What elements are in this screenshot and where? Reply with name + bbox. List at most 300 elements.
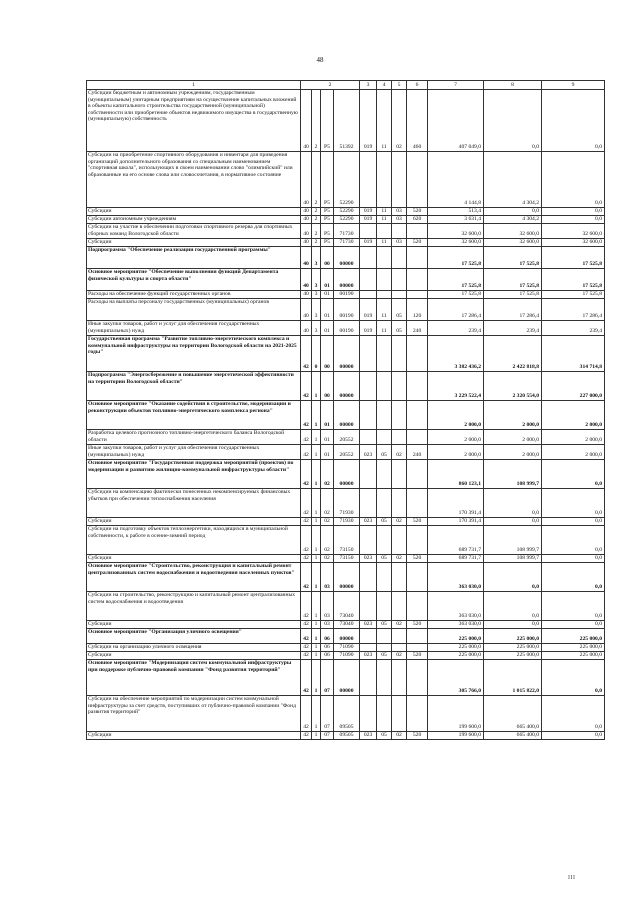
- amount-cell: 0,0: [542, 518, 605, 526]
- amount-cell: 0,0: [542, 592, 605, 621]
- code-cell: 02: [392, 518, 407, 526]
- row-description: Подпрограмма "Обеспечение реализации государственной программы": [87, 247, 301, 269]
- table-row: [87, 321, 605, 336]
- code-cell: 42: [301, 732, 312, 740]
- row-description: Государственная программа "Развитие топливно-энергетического комплекса и коммунальной инфраструктуры на территории Вологодской области на 2021-2025 годы": [87, 336, 301, 372]
- code-cell: [360, 526, 377, 555]
- amount-cell: 2 000,0: [484, 430, 542, 445]
- code-cell: [360, 336, 377, 372]
- code-cell: 42: [301, 629, 312, 644]
- code-cell: 1: [312, 660, 321, 696]
- code-cell: [377, 152, 392, 208]
- code-cell: [377, 644, 392, 652]
- amount-cell: 225 000,0: [542, 629, 605, 644]
- row-description: Основное мероприятие "Оказание содействия в строительстве, модернизации и реконструкции объектов топливно-энергетического комплекса региона": [87, 401, 301, 430]
- code-cell: 42: [301, 563, 312, 592]
- code-cell: 42: [301, 555, 312, 563]
- code-cell: 05: [392, 299, 407, 321]
- row-description: Иные закупки товаров, работ и услуг для обеспечения государственных (муниципальных) нужд: [87, 321, 301, 336]
- table-row: [87, 445, 605, 460]
- code-cell: 73040: [334, 621, 360, 629]
- amount-cell: 4 144,8: [428, 152, 484, 208]
- row-description: Основное мероприятие "Модернизация систем коммунальной инфраструктуры при поддержке публично-правовой компании "Фонд развития территорий": [87, 660, 301, 696]
- code-cell: 1: [312, 430, 321, 445]
- table-row: [87, 660, 605, 696]
- code-cell: 00000: [334, 372, 360, 401]
- amount-cell: 0,0: [542, 526, 605, 555]
- code-cell: 71930: [334, 489, 360, 518]
- row-description: Расходы на выплаты персоналу государственных (муниципальных) органов: [87, 299, 301, 321]
- code-cell: [377, 696, 392, 732]
- amount-cell: 2 000,0: [428, 430, 484, 445]
- code-cell: [407, 644, 428, 652]
- code-cell: [377, 269, 392, 291]
- code-cell: [377, 563, 392, 592]
- code-cell: 05: [377, 518, 392, 526]
- code-cell: [360, 152, 377, 208]
- code-cell: 02: [321, 526, 334, 555]
- table-row: [87, 239, 605, 247]
- code-cell: 01: [321, 291, 334, 299]
- amount-cell: 305 766,0: [428, 660, 484, 696]
- amount-cell: 363 030,0: [428, 621, 484, 629]
- table-row: [87, 152, 605, 208]
- code-cell: 3: [312, 291, 321, 299]
- amount-cell: 0,0: [542, 460, 605, 489]
- amount-cell: 17 525,8: [428, 247, 484, 269]
- code-cell: [377, 660, 392, 696]
- code-cell: [360, 401, 377, 430]
- code-cell: 20552: [334, 445, 360, 460]
- code-cell: [407, 336, 428, 372]
- code-cell: 023: [360, 445, 377, 460]
- amount-cell: 3 382 436,2: [428, 336, 484, 372]
- code-cell: 40: [301, 291, 312, 299]
- code-cell: 40: [301, 224, 312, 239]
- code-cell: 620: [407, 216, 428, 224]
- amount-cell: 225 000,0: [484, 652, 542, 660]
- code-cell: 05: [392, 321, 407, 336]
- code-cell: 42: [301, 430, 312, 445]
- code-cell: 02: [392, 445, 407, 460]
- table-row: [87, 372, 605, 401]
- code-cell: 71090: [334, 644, 360, 652]
- code-cell: [407, 696, 428, 732]
- code-cell: 01: [321, 445, 334, 460]
- code-cell: [392, 401, 407, 430]
- amount-cell: 108 999,7: [484, 460, 542, 489]
- code-cell: 42: [301, 592, 312, 621]
- table-row: [87, 90, 605, 152]
- code-cell: 73150: [334, 555, 360, 563]
- code-cell: [360, 629, 377, 644]
- code-cell: [407, 526, 428, 555]
- table-row: [87, 489, 605, 518]
- amount-cell: 1 015 822,0: [484, 660, 542, 696]
- code-cell: 00: [321, 372, 334, 401]
- code-cell: 00000: [334, 336, 360, 372]
- code-cell: [360, 224, 377, 239]
- code-cell: 09505: [334, 732, 360, 740]
- code-cell: [392, 336, 407, 372]
- table-row: [87, 555, 605, 563]
- code-cell: 42: [301, 660, 312, 696]
- amount-cell: 0,0: [484, 208, 542, 216]
- row-description: Субсидии на компенсацию фактически понесенных некомпенсируемых финансовых убытков при обеспечении теплоснабжения населения: [87, 489, 301, 518]
- table-row: [87, 430, 605, 445]
- code-cell: 02: [321, 518, 334, 526]
- amount-cell: 0,0: [484, 489, 542, 518]
- code-cell: 05: [377, 652, 392, 660]
- code-cell: 07: [321, 660, 334, 696]
- code-cell: 11: [377, 208, 392, 216]
- amount-cell: 2 000,0: [484, 445, 542, 460]
- amount-cell: 17 525,8: [428, 269, 484, 291]
- code-cell: 1: [312, 696, 321, 732]
- code-cell: [407, 460, 428, 489]
- code-cell: 019: [360, 239, 377, 247]
- code-cell: 520: [407, 208, 428, 216]
- amount-cell: 0,0: [542, 621, 605, 629]
- code-cell: 71090: [334, 652, 360, 660]
- code-cell: 023: [360, 732, 377, 740]
- code-cell: 40: [301, 90, 312, 152]
- amount-cell: 665 400,0: [484, 696, 542, 732]
- code-cell: 01: [321, 430, 334, 445]
- code-cell: 40: [301, 216, 312, 224]
- code-cell: 02: [321, 489, 334, 518]
- code-cell: [407, 224, 428, 239]
- code-cell: [407, 563, 428, 592]
- table-row: [87, 247, 605, 269]
- code-cell: 00000: [334, 269, 360, 291]
- amount-cell: 3 229 522,4: [428, 372, 484, 401]
- code-cell: 1: [312, 518, 321, 526]
- code-cell: 00190: [334, 291, 360, 299]
- table-row: [87, 563, 605, 592]
- amount-cell: 17 525,8: [484, 269, 542, 291]
- code-cell: 11: [377, 321, 392, 336]
- code-cell: 3: [312, 247, 321, 269]
- code-cell: 02: [392, 621, 407, 629]
- row-description: Иные закупки товаров, работ и услуг для обеспечения государственных (муниципальных) нужд: [87, 445, 301, 460]
- table-row: [87, 526, 605, 555]
- code-cell: 019: [360, 321, 377, 336]
- row-description: Субсидии: [87, 652, 301, 660]
- amount-cell: 513,4: [428, 208, 484, 216]
- code-cell: [407, 401, 428, 430]
- code-cell: 01: [321, 321, 334, 336]
- amount-cell: 3 631,4: [428, 216, 484, 224]
- amount-cell: 0,0: [542, 563, 605, 592]
- amount-cell: 2 320 554,0: [484, 372, 542, 401]
- table-row: [87, 592, 605, 621]
- code-cell: 3: [312, 321, 321, 336]
- table-row: [87, 621, 605, 629]
- code-cell: 2: [312, 216, 321, 224]
- code-cell: 09505: [334, 696, 360, 732]
- amount-cell: 314 714,8: [542, 336, 605, 372]
- code-cell: [377, 460, 392, 489]
- code-cell: 1: [312, 732, 321, 740]
- code-cell: 520: [407, 621, 428, 629]
- amount-cell: 363 030,0: [428, 592, 484, 621]
- amount-cell: 0,0: [484, 621, 542, 629]
- code-cell: [392, 224, 407, 239]
- code-cell: 00000: [334, 460, 360, 489]
- code-cell: [392, 660, 407, 696]
- code-cell: [360, 430, 377, 445]
- amount-cell: 0,0: [542, 90, 605, 152]
- code-cell: [407, 592, 428, 621]
- amount-cell: 17 286,4: [484, 299, 542, 321]
- code-cell: P5: [321, 239, 334, 247]
- amount-cell: 17 286,4: [428, 299, 484, 321]
- code-cell: 05: [377, 732, 392, 740]
- code-cell: 019: [360, 299, 377, 321]
- amount-cell: 199 600,0: [428, 696, 484, 732]
- code-cell: 02: [392, 652, 407, 660]
- code-cell: 02: [321, 460, 334, 489]
- code-cell: [377, 401, 392, 430]
- amount-cell: 0,0: [542, 216, 605, 224]
- amount-cell: 2 000,0: [484, 401, 542, 430]
- code-cell: 40: [301, 299, 312, 321]
- header-cell-8: 8: [484, 81, 542, 90]
- code-cell: [392, 563, 407, 592]
- amount-cell: 0,0: [542, 732, 605, 740]
- code-cell: 460: [407, 90, 428, 152]
- code-cell: 42: [301, 696, 312, 732]
- row-description: Субсидии: [87, 518, 301, 526]
- code-cell: 1: [312, 445, 321, 460]
- code-cell: [392, 526, 407, 555]
- code-cell: [360, 372, 377, 401]
- amount-cell: 225 000,0: [428, 629, 484, 644]
- code-cell: P5: [321, 152, 334, 208]
- amount-cell: 2 000,0: [542, 401, 605, 430]
- row-description: Основное мероприятие "Организация уличного освещения": [87, 629, 301, 644]
- table-row: [87, 460, 605, 489]
- code-cell: [392, 489, 407, 518]
- code-cell: [377, 291, 392, 299]
- amount-cell: 108 999,7: [484, 526, 542, 555]
- table-row: [87, 644, 605, 652]
- amount-cell: 0,0: [542, 555, 605, 563]
- table-row: [87, 732, 605, 740]
- code-cell: 0: [312, 336, 321, 372]
- code-cell: 42: [301, 460, 312, 489]
- code-cell: 520: [407, 555, 428, 563]
- code-cell: 11: [377, 239, 392, 247]
- amount-cell: 407 049,0: [428, 90, 484, 152]
- code-cell: [377, 247, 392, 269]
- amount-cell: 0,0: [542, 208, 605, 216]
- header-cell-1: 1: [87, 81, 301, 90]
- amount-cell: 0,0: [484, 90, 542, 152]
- amount-cell: 17 525,8: [484, 247, 542, 269]
- code-cell: [377, 489, 392, 518]
- code-cell: 01: [321, 299, 334, 321]
- code-cell: 42: [301, 652, 312, 660]
- row-description: Субсидии: [87, 239, 301, 247]
- table-row: [87, 401, 605, 430]
- code-cell: 1: [312, 489, 321, 518]
- row-description: Субсидии: [87, 732, 301, 740]
- table-row: [87, 629, 605, 644]
- code-cell: [377, 336, 392, 372]
- code-cell: [360, 696, 377, 732]
- amount-cell: 225 000,0: [428, 652, 484, 660]
- code-cell: 42: [301, 401, 312, 430]
- code-cell: 023: [360, 621, 377, 629]
- code-cell: 1: [312, 460, 321, 489]
- code-cell: [392, 644, 407, 652]
- table-row: [87, 208, 605, 216]
- code-cell: [392, 247, 407, 269]
- row-description: Субсидии: [87, 621, 301, 629]
- row-description: Разработка целевого прогнозного топливно-энергетического баланса Вологодской области: [87, 430, 301, 445]
- code-cell: 42: [301, 644, 312, 652]
- code-cell: 2: [312, 208, 321, 216]
- code-cell: 1: [312, 644, 321, 652]
- amount-cell: 170 391,4: [428, 489, 484, 518]
- code-cell: [392, 269, 407, 291]
- code-cell: 00000: [334, 401, 360, 430]
- code-cell: 00: [321, 336, 334, 372]
- code-cell: 019: [360, 216, 377, 224]
- code-cell: 2: [312, 90, 321, 152]
- code-cell: 02: [321, 555, 334, 563]
- table-body: [87, 90, 605, 740]
- table-row: [87, 291, 605, 299]
- code-cell: 40: [301, 321, 312, 336]
- row-description: Субсидии: [87, 555, 301, 563]
- amount-cell: 0,0: [542, 696, 605, 732]
- amount-cell: 32 600,0: [428, 239, 484, 247]
- code-cell: 06: [321, 629, 334, 644]
- code-cell: [360, 660, 377, 696]
- code-cell: 03: [392, 239, 407, 247]
- code-cell: P5: [321, 216, 334, 224]
- row-description: Основное мероприятие "Обеспечение выполнения функций Департамента физической культуры и спорта области": [87, 269, 301, 291]
- code-cell: 42: [301, 489, 312, 518]
- amount-cell: 17 525,8: [484, 291, 542, 299]
- amount-cell: 17 525,8: [542, 291, 605, 299]
- code-cell: 73150: [334, 526, 360, 555]
- amount-cell: 225 000,0: [428, 644, 484, 652]
- code-cell: 1: [312, 563, 321, 592]
- code-cell: 00: [321, 247, 334, 269]
- code-cell: 1: [312, 592, 321, 621]
- code-cell: 01: [321, 269, 334, 291]
- amount-cell: 0,0: [542, 152, 605, 208]
- code-cell: [360, 291, 377, 299]
- code-cell: 03: [392, 216, 407, 224]
- header-cell-2: 2: [301, 81, 360, 90]
- code-cell: 2: [312, 239, 321, 247]
- code-cell: 00000: [334, 247, 360, 269]
- code-cell: 023: [360, 555, 377, 563]
- code-cell: 1: [312, 372, 321, 401]
- page-number: 48: [316, 56, 324, 64]
- code-cell: 019: [360, 208, 377, 216]
- code-cell: 11: [377, 216, 392, 224]
- code-cell: [360, 644, 377, 652]
- code-cell: [377, 629, 392, 644]
- code-cell: 2: [312, 152, 321, 208]
- header-cell-9: 9: [542, 81, 605, 90]
- code-cell: 00000: [334, 563, 360, 592]
- code-cell: 42: [301, 372, 312, 401]
- code-cell: 71730: [334, 239, 360, 247]
- code-cell: 1: [312, 629, 321, 644]
- code-cell: [407, 291, 428, 299]
- code-cell: 03: [321, 621, 334, 629]
- amount-cell: 239,4: [542, 321, 605, 336]
- code-cell: 3: [312, 299, 321, 321]
- amount-cell: 4 304,2: [484, 216, 542, 224]
- code-cell: 00190: [334, 299, 360, 321]
- code-cell: [377, 592, 392, 621]
- amount-cell: 0,0: [484, 518, 542, 526]
- amount-cell: 199 600,0: [428, 732, 484, 740]
- amount-cell: 32 600,0: [428, 224, 484, 239]
- row-description: Основное мероприятие "Государственная поддержка мероприятий (проектов) по модернизации и развитию жилищно-коммунальной инфраструктуры области": [87, 460, 301, 489]
- code-cell: 42: [301, 445, 312, 460]
- amount-cell: 689 731,7: [428, 526, 484, 555]
- code-cell: [377, 372, 392, 401]
- table-row: [87, 652, 605, 660]
- code-cell: 42: [301, 621, 312, 629]
- code-cell: 42: [301, 526, 312, 555]
- code-cell: 52290: [334, 208, 360, 216]
- code-cell: 520: [407, 518, 428, 526]
- amount-cell: 32 600,0: [542, 239, 605, 247]
- code-cell: 51392: [334, 90, 360, 152]
- code-cell: [360, 247, 377, 269]
- code-cell: 52290: [334, 152, 360, 208]
- row-description: Субсидии бюджетным и автономным учреждениям, государственным (муниципальным) унитарным предприятиям на осуществление капитальных вложений в объекты капитального строительства государственной (муниципальной) собственности или приобретение объектов недвижимого имущества в государственную (муниципальную) собственность: [87, 90, 301, 152]
- code-cell: [360, 460, 377, 489]
- code-cell: 40: [301, 208, 312, 216]
- amount-cell: 225 000,0: [542, 644, 605, 652]
- amount-cell: 17 525,8: [542, 247, 605, 269]
- header-cell-6: 6: [407, 81, 428, 90]
- code-cell: [392, 430, 407, 445]
- code-cell: 06: [321, 644, 334, 652]
- code-cell: 73040: [334, 592, 360, 621]
- code-cell: 1: [312, 526, 321, 555]
- code-cell: 00000: [334, 629, 360, 644]
- code-cell: 07: [321, 732, 334, 740]
- code-cell: 240: [407, 321, 428, 336]
- amount-cell: 239,4: [428, 321, 484, 336]
- budget-table: [86, 80, 605, 740]
- code-cell: 1: [312, 401, 321, 430]
- code-cell: 05: [377, 555, 392, 563]
- amount-cell: 2 000,0: [428, 445, 484, 460]
- table-row: [87, 269, 605, 291]
- code-cell: P5: [321, 208, 334, 216]
- amount-cell: 0,0: [542, 489, 605, 518]
- row-description: Субсидии на организацию уличного освещения: [87, 644, 301, 652]
- row-description: Расходы на обеспечение функций государственных органов: [87, 291, 301, 299]
- table-row: [87, 216, 605, 224]
- table-row: [87, 299, 605, 321]
- table-row: [87, 696, 605, 732]
- row-description: Субсидии: [87, 208, 301, 216]
